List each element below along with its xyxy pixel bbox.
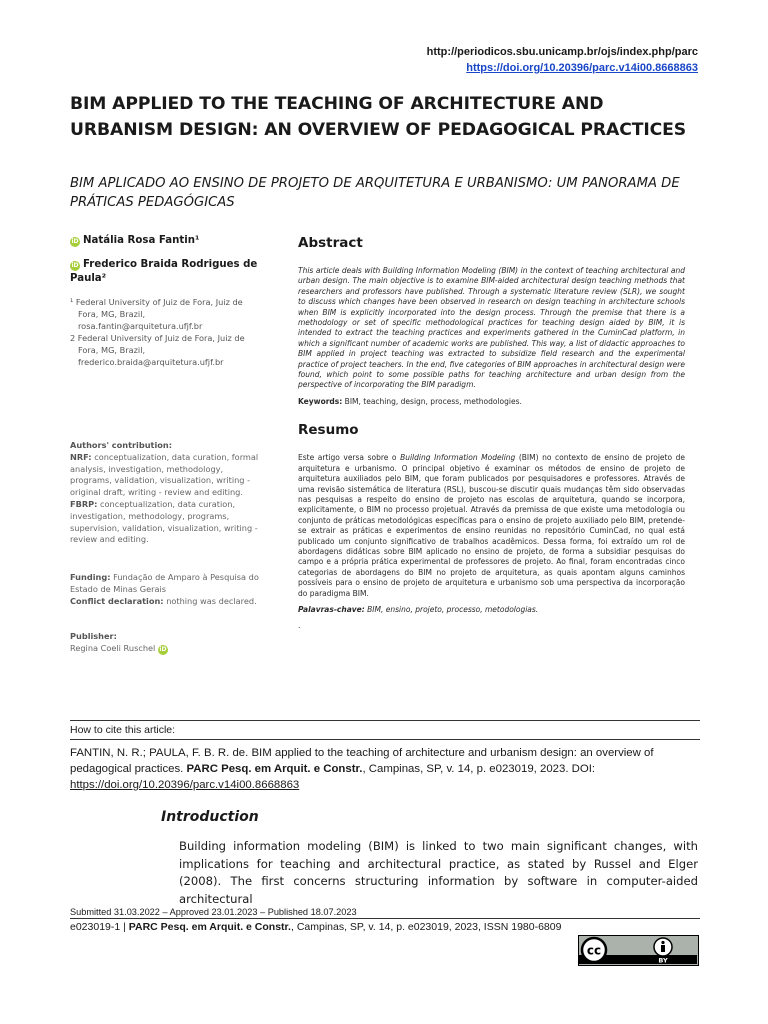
abstract-text: This article deals with Building Information Modeling (BIM) in the context of teaching architectural and urban design. The main objective is to examine BIM-aided architectural design teaching methods that researchers and professors have published. Through a systematic literature review (SLR), we sought to discuss which changes have been observed in research on design teaching in architecture schools when BIM is explicitly incorporated into the design process. Through the premise that there is a methodology or set of specific methodological practices for teaching design aided by BIM, it is intended to extract the teaching practices and experiments gathered in the CuminCad platform, in which a significant number of academic works are published. This way, a list of didactic approaches to BIM applied in project teaching was extracted to subsidize field research and the experimental practice of project teachers. In the end, five categories of BIM approaches in architectural design were found, which point to some possible paths for teaching architecture and urban design from the perspective of incorporating the BIM paradigm. xyxy=(298,266,685,390)
journal-url[interactable]: http://periodicos.sbu.unicamp.br/ojs/index.php/parc xyxy=(426,46,698,58)
submission-dates: Submitted 31.03.2022 – Approved 23.01.2023 – Published 18.07.2023 xyxy=(70,907,357,917)
orcid-icon[interactable]: iD xyxy=(71,262,79,269)
publisher-info: Publisher: Regina Coeli Ruschel iD xyxy=(70,631,167,653)
palavras-chave: Palavras-chave: BIM, ensino, projeto, processo, metodologias. xyxy=(298,604,539,614)
funding-info: Funding: Fundação de Amparo à Pesquisa do Estado de Minas Gerais Conflict declaration: nothing was declared. xyxy=(70,572,259,606)
affiliation-1: ¹ Federal University of Juiz de Fora, Juiz de Fora, MG, Brazil, rosa.fantin@arquitetura.ufjf.br xyxy=(70,297,243,331)
authors-column xyxy=(70,234,262,368)
affiliation-2: 2 Federal University of Juiz de Fora, Juiz de Fora, MG, Brazil, frederico.braida@arquitetura.ufjf.br xyxy=(70,333,245,367)
page-footer: e023019-1 | PARC Pesq. em Arquit. e Constr., Campinas, SP, v. 14, p. e023019, 2023, ISSN 1980-6809 xyxy=(70,921,562,933)
abstract-column xyxy=(298,234,685,632)
keywords: Keywords: BIM, teaching, design, process, methodologies. xyxy=(298,396,522,406)
article-subtitle: BIM APLICADO AO ENSINO DE PROJETO DE ARQUITETURA E URBANISMO: UM PANORAMA DE PRÁTICAS PEDAGÓGICAS xyxy=(70,176,680,210)
citation: FANTIN, N. R.; PAULA, F. B. R. de. BIM applied to the teaching of architecture and urbanism design: an overview of pedagogical practices. PARC Pesq. em Arquit. e Constr., Campinas, SP, v. 14, p. e023019, 2023. DOI: https://doi.org/10.20396/parc.v14i00.8668863 xyxy=(70,747,654,791)
footer-divider xyxy=(70,918,700,919)
abstract-heading: Abstract xyxy=(298,235,363,251)
svg-text:cc: cc xyxy=(586,943,602,958)
introduction-text: Building information modeling (BIM) is linked to two main significant changes, with implications for teaching and architectural practice, as stated by Russel and Elger (2008). The first concerns structuring information by software in computer-aided architectural xyxy=(179,839,698,906)
header-doi-link[interactable]: https://doi.org/10.20396/parc.v14i00.8668863 xyxy=(466,62,698,74)
contribution-heading: Authors' contribution: xyxy=(70,440,173,450)
cc-license-badge[interactable] xyxy=(578,935,699,966)
resumo-dot: . xyxy=(298,621,301,631)
cc-by-icon xyxy=(579,936,697,964)
cite-doi-link[interactable]: https://doi.org/10.20396/parc.v14i00.8668863 xyxy=(70,779,300,791)
introduction-heading: Introduction xyxy=(161,809,259,825)
cc-by-label: BY xyxy=(658,956,668,964)
cite-divider xyxy=(70,739,700,740)
orcid-icon[interactable]: iD xyxy=(71,238,79,245)
author-1: iD Natália Rosa Fantin¹ xyxy=(71,235,200,246)
resumo-text: Este artigo versa sobre o Building Information Modeling (BIM) no contexto de ensino de projeto de arquitetura e urbanismo. O principal objetivo é examinar os métodos de ensino de projeto de arquitetura auxiliados pelo BIM, que foram publicados por pesquisadores e professores. Através de uma revisão sistemática de literatura (RSL), buscou-se discutir quais mudanças têm sido observadas nas pesquisas a respeito do ensino de projeto nas escolas de arquitetura, quando se incorpora, explicitamente, o BIM no processo projetual. Através da premissa de que existe uma metodologia ou conjunto de práticas metodológicas específicas para o ensino de projeto auxiliado pelo BIM, pretende-se extrair as práticas e experimentos de ensino reunidas no repositório CuminCad, no qual está publicado um conjunto significativo de trabalhos acadêmicos. Dessa forma, foi extraído um rol de abordagens didáticas sobre BIM aplicado no ensino de projeto, de forma a subsidiar pesquisas do campo e a própria prática experimental de professores de projeto. Ao final, foram encontradas cinco categorias de abordagens do BIM no projeto de arquitetura, as quais apontam alguns caminhos possíveis para o ensino de projeto de arquitetura e urbanismo sob uma perspectiva da incorporação do paradigma BIM. xyxy=(298,453,685,598)
journal-header xyxy=(427,44,698,76)
article-title: BIM APPLIED TO THE TEACHING OF ARCHITECTURE AND URBANISM DESIGN: AN OVERVIEW OF PEDAGOGICAL PRACTICES xyxy=(70,94,687,140)
author-2: iD Frederico Braida Rodrigues de Paula² xyxy=(70,259,258,284)
author-contribution: Authors' contribution: NRF: conceptualization, data curation, formal analysis, investigation, methodology, programs, validation, visualization, writing - original draft, writing - review and editing. FBRP: conceptualization, data curation, investigation, methodology, programs, supervision, validation, visualization, writing - review and editing. xyxy=(70,440,259,545)
cite-divider xyxy=(70,720,700,721)
affiliations xyxy=(70,296,262,368)
resumo-heading: Resumo xyxy=(298,422,359,439)
cite-heading: How to cite this article: xyxy=(70,724,176,736)
orcid-icon[interactable]: iD xyxy=(159,645,167,653)
